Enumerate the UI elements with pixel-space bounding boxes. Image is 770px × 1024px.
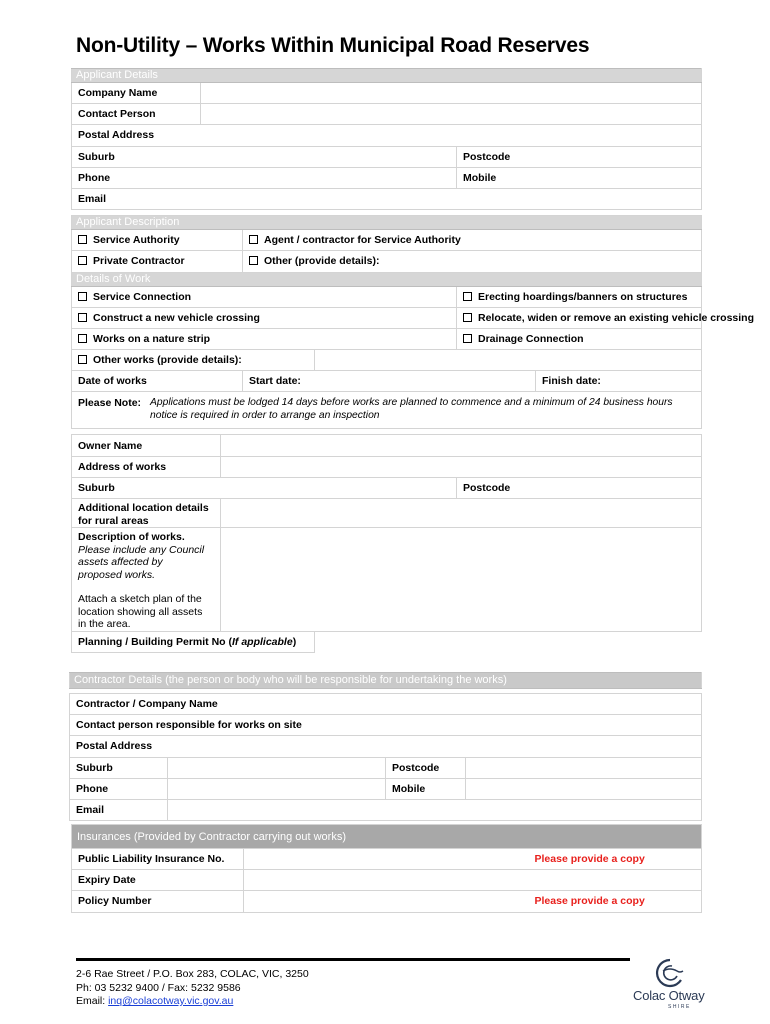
label-works-suburb: Suburb — [78, 481, 115, 494]
please-note-line-2: notice is required in order to arrange an inspection — [150, 409, 380, 421]
permit-label: Planning / Building Permit No ( — [78, 635, 232, 648]
label-contact-person: Contact Person — [72, 104, 201, 125]
footer-email-label: Email: — [76, 995, 109, 1007]
label-company-name: Company Name — [72, 83, 201, 104]
hint-line: in the area. — [78, 618, 131, 630]
checkbox-icon — [78, 355, 87, 364]
page-title: Non-Utility – Works Within Municipal Road Reserves — [76, 34, 590, 57]
checkbox-label: Other works (provide details): — [93, 354, 242, 367]
hint-line: location showing all assets — [78, 605, 203, 618]
checkbox-icon — [249, 256, 258, 265]
address-of-works-field[interactable] — [221, 456, 702, 477]
works-suburb-field[interactable] — [72, 477, 457, 498]
start-date-field[interactable] — [243, 371, 536, 392]
section-heading-applicant-description: Applicant Description — [72, 216, 702, 230]
logo-sub: SHIRE — [668, 1004, 691, 1010]
contractor-form-table — [69, 672, 702, 821]
label-start-date: Start date: — [249, 375, 301, 388]
checkbox-label: Service Connection — [93, 290, 192, 303]
label-email: Email — [78, 193, 107, 206]
works-postcode-field[interactable] — [457, 477, 702, 498]
checkbox-icon — [463, 334, 472, 343]
label-permit-no — [72, 631, 315, 652]
section-heading-details-of-work: Details of Work — [72, 272, 702, 286]
label-expiry-date: Expiry Date — [72, 870, 244, 891]
checkbox-icon — [463, 313, 472, 322]
checkbox-relocate-crossing[interactable] — [457, 307, 755, 328]
label-description-of-works — [72, 528, 221, 632]
mobile-field[interactable] — [457, 167, 702, 188]
section-heading-contractor-details: Contractor Details (the person or body who will be responsible for undertaking the works) — [70, 673, 702, 689]
footer-email-link[interactable]: inq@colacotway.vic.gov.au — [108, 995, 234, 1007]
label-public-liability: Public Liability Insurance No. — [72, 849, 244, 870]
label-contractor-mobile: Mobile — [386, 778, 466, 799]
label-finish-date: Finish date: — [542, 375, 601, 388]
contractor-email-field[interactable] — [168, 799, 702, 820]
label-postal-address: Postal Address — [78, 129, 155, 142]
additional-location-field[interactable] — [221, 499, 702, 528]
please-note — [72, 392, 702, 429]
permit-no-field[interactable] — [315, 631, 702, 652]
checkbox-nature-strip[interactable] — [72, 328, 457, 349]
owner-name-field[interactable] — [221, 435, 702, 456]
label-line: Description of works. — [78, 531, 185, 543]
public-liability-field[interactable] — [244, 849, 529, 870]
label-phone: Phone — [78, 171, 111, 184]
email-field[interactable] — [72, 188, 702, 209]
permit-label-suffix: ) — [292, 635, 297, 648]
suburb-field[interactable] — [72, 146, 457, 167]
checkbox-icon — [78, 334, 87, 343]
checkbox-icon — [78, 292, 87, 301]
policy-number-field[interactable] — [244, 891, 529, 912]
please-provide-copy-2: Please provide a copy — [529, 891, 702, 912]
checkbox-label: Construct a new vehicle crossing — [93, 311, 260, 324]
postcode-field[interactable] — [457, 146, 702, 167]
permit-label-italic: If applicable — [232, 635, 293, 648]
label-contractor-postcode: Postcode — [386, 757, 466, 778]
other-works-details-field[interactable] — [315, 350, 702, 371]
label-postcode: Postcode — [463, 150, 511, 163]
footer-phone-fax: Ph: 03 5232 9400 / Fax: 5232 9586 — [76, 981, 241, 994]
description-of-works-field[interactable] — [221, 528, 702, 632]
label-contractor-contact: Contact person responsible for works on site — [76, 719, 302, 732]
label-works-postcode: Postcode — [463, 481, 511, 494]
label-owner-name: Owner Name — [72, 435, 221, 456]
contractor-suburb-field[interactable] — [168, 757, 386, 778]
phone-field[interactable] — [72, 167, 457, 188]
logo-name: Colac Otway — [633, 988, 705, 1003]
label-contractor-phone: Phone — [70, 778, 168, 799]
checkbox-icon — [78, 256, 87, 265]
footer-email-line — [76, 995, 309, 1009]
company-name-field[interactable] — [201, 83, 702, 104]
checkbox-drainage-connection[interactable] — [457, 328, 702, 349]
please-note-line-1: Applications must be lodged 14 days before works are planned to commence and a minimum of 24 business hours — [150, 397, 673, 409]
hint-line: assets affected by — [78, 556, 163, 568]
expiry-date-field[interactable] — [244, 870, 702, 891]
checkbox-icon — [78, 313, 87, 322]
checkbox-label: Private Contractor — [93, 255, 185, 268]
finish-date-field[interactable] — [536, 371, 702, 392]
checkbox-label: Relocate, widen or remove an existing vehicle crossing — [478, 311, 755, 324]
postal-address-field[interactable] — [72, 125, 702, 146]
checkbox-label: Works on a nature strip — [93, 332, 211, 345]
label-contractor-email: Email — [70, 799, 168, 820]
footer-address: 2-6 Rae Street / P.O. Box 283, COLAC, VIC, 3250 — [76, 968, 309, 980]
checkbox-label: Erecting hoardings/banners on structures — [478, 290, 688, 303]
checkbox-other-works[interactable] — [72, 350, 315, 371]
hint-line: Please include any Council — [78, 543, 205, 556]
label-additional-location — [72, 499, 221, 528]
checkbox-label: Service Authority — [93, 234, 180, 247]
label-address-of-works: Address of works — [72, 456, 221, 477]
checkbox-service-authority[interactable] — [72, 230, 243, 251]
checkbox-new-vehicle-crossing[interactable] — [72, 307, 457, 328]
checkbox-other-applicant[interactable] — [243, 251, 702, 272]
checkbox-label: Agent / contractor for Service Authority — [264, 234, 461, 247]
contact-person-field[interactable] — [201, 104, 702, 125]
label-contractor-suburb: Suburb — [70, 757, 168, 778]
please-provide-copy-1: Please provide a copy — [529, 849, 702, 870]
checkbox-agent-contractor[interactable] — [243, 230, 702, 251]
checkbox-label: Drainage Connection — [478, 332, 584, 345]
contractor-company-field[interactable] — [70, 694, 702, 715]
checkbox-private-contractor[interactable] — [72, 251, 243, 272]
label-policy-number: Policy Number — [72, 891, 244, 912]
hint-line: Attach a sketch plan of the — [78, 593, 202, 605]
checkbox-service-connection[interactable] — [72, 286, 457, 307]
contractor-postcode-field[interactable] — [466, 757, 702, 778]
contractor-mobile-field[interactable] — [466, 778, 702, 799]
applicant-form-table — [71, 68, 755, 653]
label-contractor-postal: Postal Address — [76, 740, 153, 753]
please-note-label: Please Note: — [78, 397, 142, 410]
hint-line: proposed works. — [78, 568, 156, 581]
label-line: Additional location details — [78, 502, 209, 514]
contractor-phone-field[interactable] — [168, 778, 386, 799]
checkbox-icon — [249, 235, 258, 244]
checkbox-label: Other (provide details): — [264, 255, 380, 268]
contractor-contact-field[interactable] — [70, 715, 702, 736]
checkbox-icon — [78, 235, 87, 244]
label-suburb: Suburb — [78, 150, 115, 163]
footer-divider — [76, 958, 630, 961]
checkbox-erecting-hoardings[interactable] — [457, 286, 702, 307]
label-mobile: Mobile — [463, 171, 497, 184]
contractor-postal-field[interactable] — [70, 736, 702, 757]
section-heading-insurances: Insurances (Provided by Contractor carrying out works) — [72, 825, 702, 849]
footer-contact — [76, 968, 309, 1009]
section-heading-applicant-details: Applicant Details — [72, 69, 702, 83]
label-contractor-company: Contractor / Company Name — [76, 698, 218, 711]
label-line: for rural areas — [78, 514, 149, 527]
checkbox-icon — [463, 292, 472, 301]
label-date-of-works: Date of works — [72, 371, 243, 392]
insurance-form-table — [71, 824, 702, 913]
